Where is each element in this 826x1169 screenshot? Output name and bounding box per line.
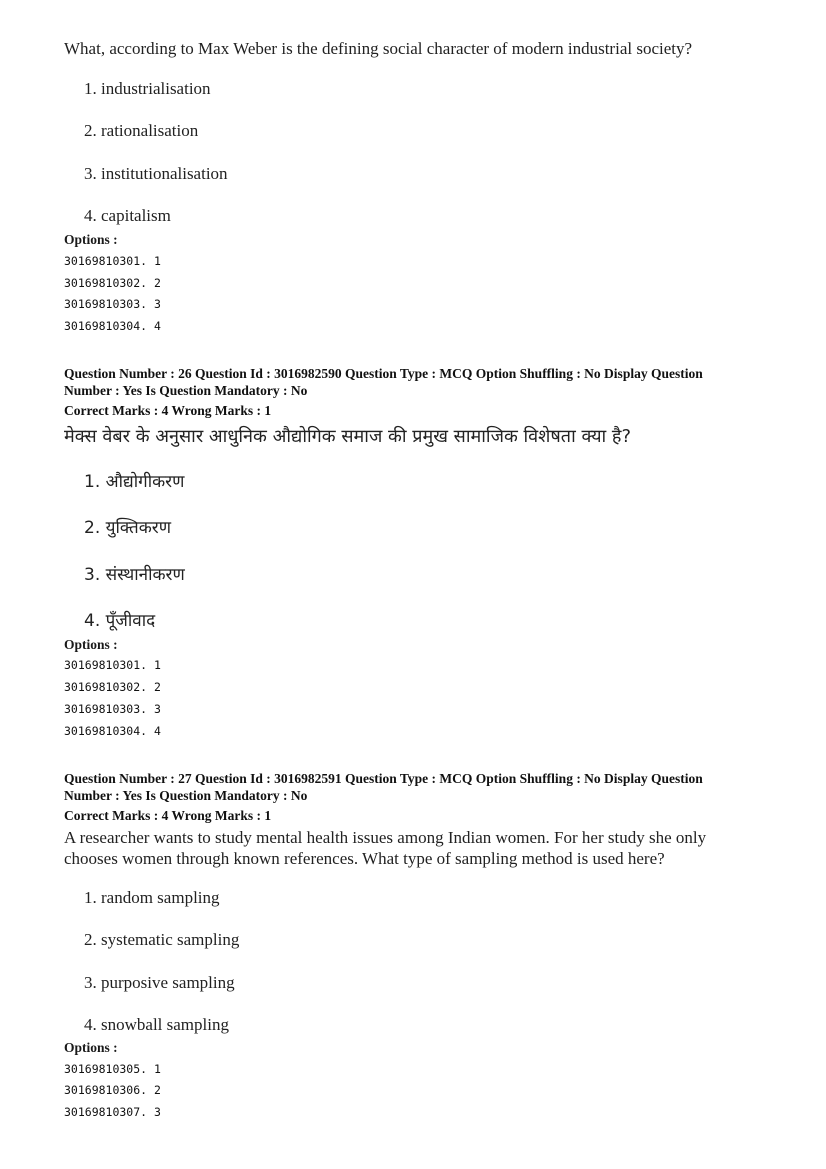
question-meta-line: Question Number : 27 Question Id : 3016982591 Question Type : MCQ Option Shuffling : No Display Question [64,771,703,786]
option-id: 30169810305. 1 [64,1062,161,1076]
answer-choice: 2. systematic sampling [84,930,240,949]
option-id: 30169810303. 3 [64,297,161,311]
options-label: Options : [64,1040,118,1055]
option-id: 30169810302. 2 [64,680,161,694]
option-id: 30169810303. 3 [64,702,161,716]
option-id: 30169810302. 2 [64,276,161,290]
option-id: 30169810304. 4 [64,319,161,333]
option-id: 30169810306. 2 [64,1083,161,1097]
options-label: Options : [64,232,118,247]
answer-choice: 1. random sampling [84,888,220,907]
option-id: 30169810301. 1 [64,254,161,268]
question-marks: Correct Marks : 4 Wrong Marks : 1 [64,403,272,418]
question-meta-line: Question Number : 26 Question Id : 3016982590 Question Type : MCQ Option Shuffling : No Display Question [64,366,703,381]
answer-choice: 1. औद्योगीकरण [84,472,185,492]
option-id: 30169810304. 4 [64,724,161,738]
answer-choice: 3. संस्थानीकरण [84,565,185,585]
answer-choice: 2. rationalisation [84,121,199,140]
answer-choice: 1. industrialisation [84,79,211,98]
question-text: What, according to Max Weber is the defining social character of modern industrial society? [64,39,693,58]
answer-choice: 3. institutionalisation [84,164,228,183]
question-marks: Correct Marks : 4 Wrong Marks : 1 [64,808,272,823]
question-meta-line: Number : Yes Is Question Mandatory : No [64,383,308,398]
options-label: Options : [64,637,118,652]
question-text: मेक्स वेबर के अनुसार आधुनिक औद्योगिक समाज की प्रमुख सामाजिक विशेषता क्या है? [64,426,632,447]
answer-choice: 2. युक्तिकरण [84,518,171,538]
question-text-line: chooses women through known references. What type of sampling method is used here? [64,849,665,868]
question-meta-line: Number : Yes Is Question Mandatory : No [64,788,308,803]
option-id: 30169810301. 1 [64,658,161,672]
answer-choice: 4. पूँजीवाद [84,611,156,631]
answer-choice: 4. snowball sampling [84,1015,229,1034]
answer-choice: 3. purposive sampling [84,973,235,992]
answer-choice: 4. capitalism [84,206,171,225]
question-text-line: A researcher wants to study mental health issues among Indian women. For her study she only [64,828,707,847]
option-id: 30169810307. 3 [64,1105,161,1119]
